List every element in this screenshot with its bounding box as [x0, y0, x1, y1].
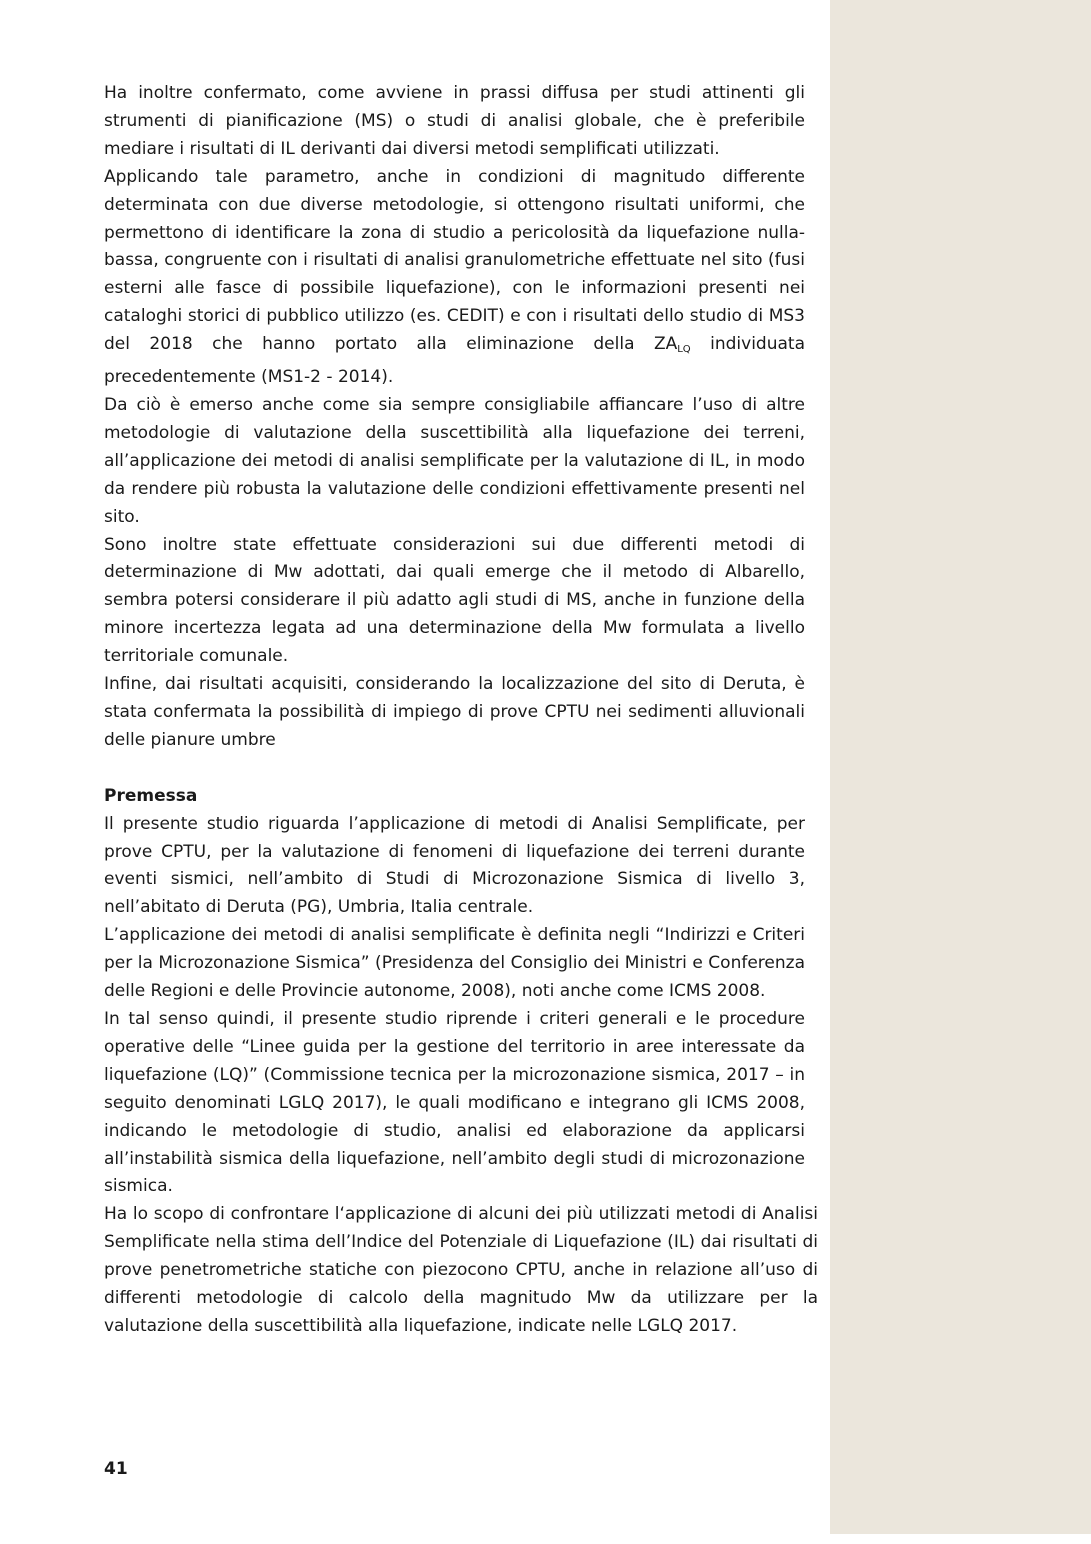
paragraph-premessa-icms: L’applicazione dei metodi di analisi semplificate è definita negli “Indirizzi e Criteri per la Microzonazione Sismica” (Presidenza del Consiglio dei Ministri e Conferenza delle Regioni e delle Provincie autonome, 2008), noti anche come ICMS 2008. [104, 925, 805, 1002]
decorative-sidebar [830, 0, 1091, 1534]
paragraph-results-text: Applicando tale parametro, anche in condizioni di magnitudo differente determinata con due diverse metodologie, si ottengono risultati uniformi, che permettono di identificare la zona di studio a pericolosità da liquefazione nulla-bassa, congruente con i risultati di analisi granulometriche effettuate nel sito (fusi esterni alle fasce di possibile liquefazione), con le informazioni presenti nei cataloghi storici di pubblico utilizzo (es. CEDIT) e con i risultati dello studio di MS3 del 2018 che hanno portato alla eliminazione della ZA [104, 166, 805, 355]
paragraph-methodologies: Da ciò è emerso anche come sia sempre consigliabile affiancare l’uso di altre metodologie di valutazione della suscettibilità alla liquefazione dei terreni, all’applicazione dei metodi di analisi semplificate per la valutazione di IL, in modo da rendere più robusta la valutazione delle condizioni effettivamente presenti nel sito. [104, 394, 805, 527]
section-spacer [104, 755, 805, 783]
paragraph-premessa-intro: Il presente studio riguarda l’applicazione di metodi di Analisi Semplificate, per prove CPTU, per la valutazione di fenomeni di liquefazione dei terreni durante eventi sismici, nell’ambito di Studi di Microzonazione Sismica di livello 3, nell’abitato di Deruta (PG), Umbria, Italia centrale. [104, 813, 805, 918]
paragraph-results [104, 164, 805, 392]
page-number: 41 [104, 1459, 128, 1479]
paragraph-mw-methods: Sono inoltre state effettuate considerazioni sui due differenti metodi di determinazione di Mw adottati, dai quali emerge che il metodo di Albarello, sembra potersi considerare il più adatto agli studi di MS, anche in funzione della minore incertezza legata ad una determinazione della Mw formulata a livello territoriale comunale. [104, 534, 805, 667]
paragraph-conclusion: Infine, dai risultati acquisiti, considerando la localizzazione del sito di Deruta, è stata confermata la possibilità di impiego di prove CPTU nei sedimenti alluvionali delle pianure umbre [104, 674, 805, 750]
page-content [104, 80, 818, 1341]
paragraph-premessa-lglq: In tal senso quindi, il presente studio riprende i criteri generali e le procedure operative delle “Linee guida per la gestione del territorio in aree interessate da liquefazione (LQ)” (Commissione tecnica per la microzonazione sismica, 2017 – in seguito denominati LGLQ 2017), le quali modificano e integrano gli ICMS 2008, indicando le metodologie di studio, analisi ed elaborazione da applicarsi all’instabilità sismica della liquefazione, nell’ambito degli studi di microzonazione sismica. [104, 1009, 805, 1197]
paragraph-results-tail: individuata precedentemente (MS1-2 - 2014). [104, 334, 805, 388]
paragraph-premessa-scope: Ha lo scopo di confrontare l‘applicazione di alcuni dei più utilizzati metodi di Analisi Semplificate nella stima dell’Indice del Potenziale di Liquefazione (IL) dai risultati di prove penetrometriche statiche con piezocono CPTU, anche in relazione all’uso di differenti metodologie di calcolo della magnitudo Mw da utilizzare per la valutazione della suscettibilità alla liquefazione, indicate nelle LGLQ 2017. [104, 1204, 818, 1336]
paragraph-mediation: Ha inoltre confermato, come avviene in prassi diffusa per studi attinenti gli strumenti di pianificazione (MS) o studi di analisi globale, che è preferibile mediare i risultati di IL derivanti dai diversi metodi semplificati utilizzati. [104, 83, 805, 159]
zalq-subscript: LQ [677, 344, 691, 356]
section-heading-premessa: Premessa [104, 785, 198, 806]
